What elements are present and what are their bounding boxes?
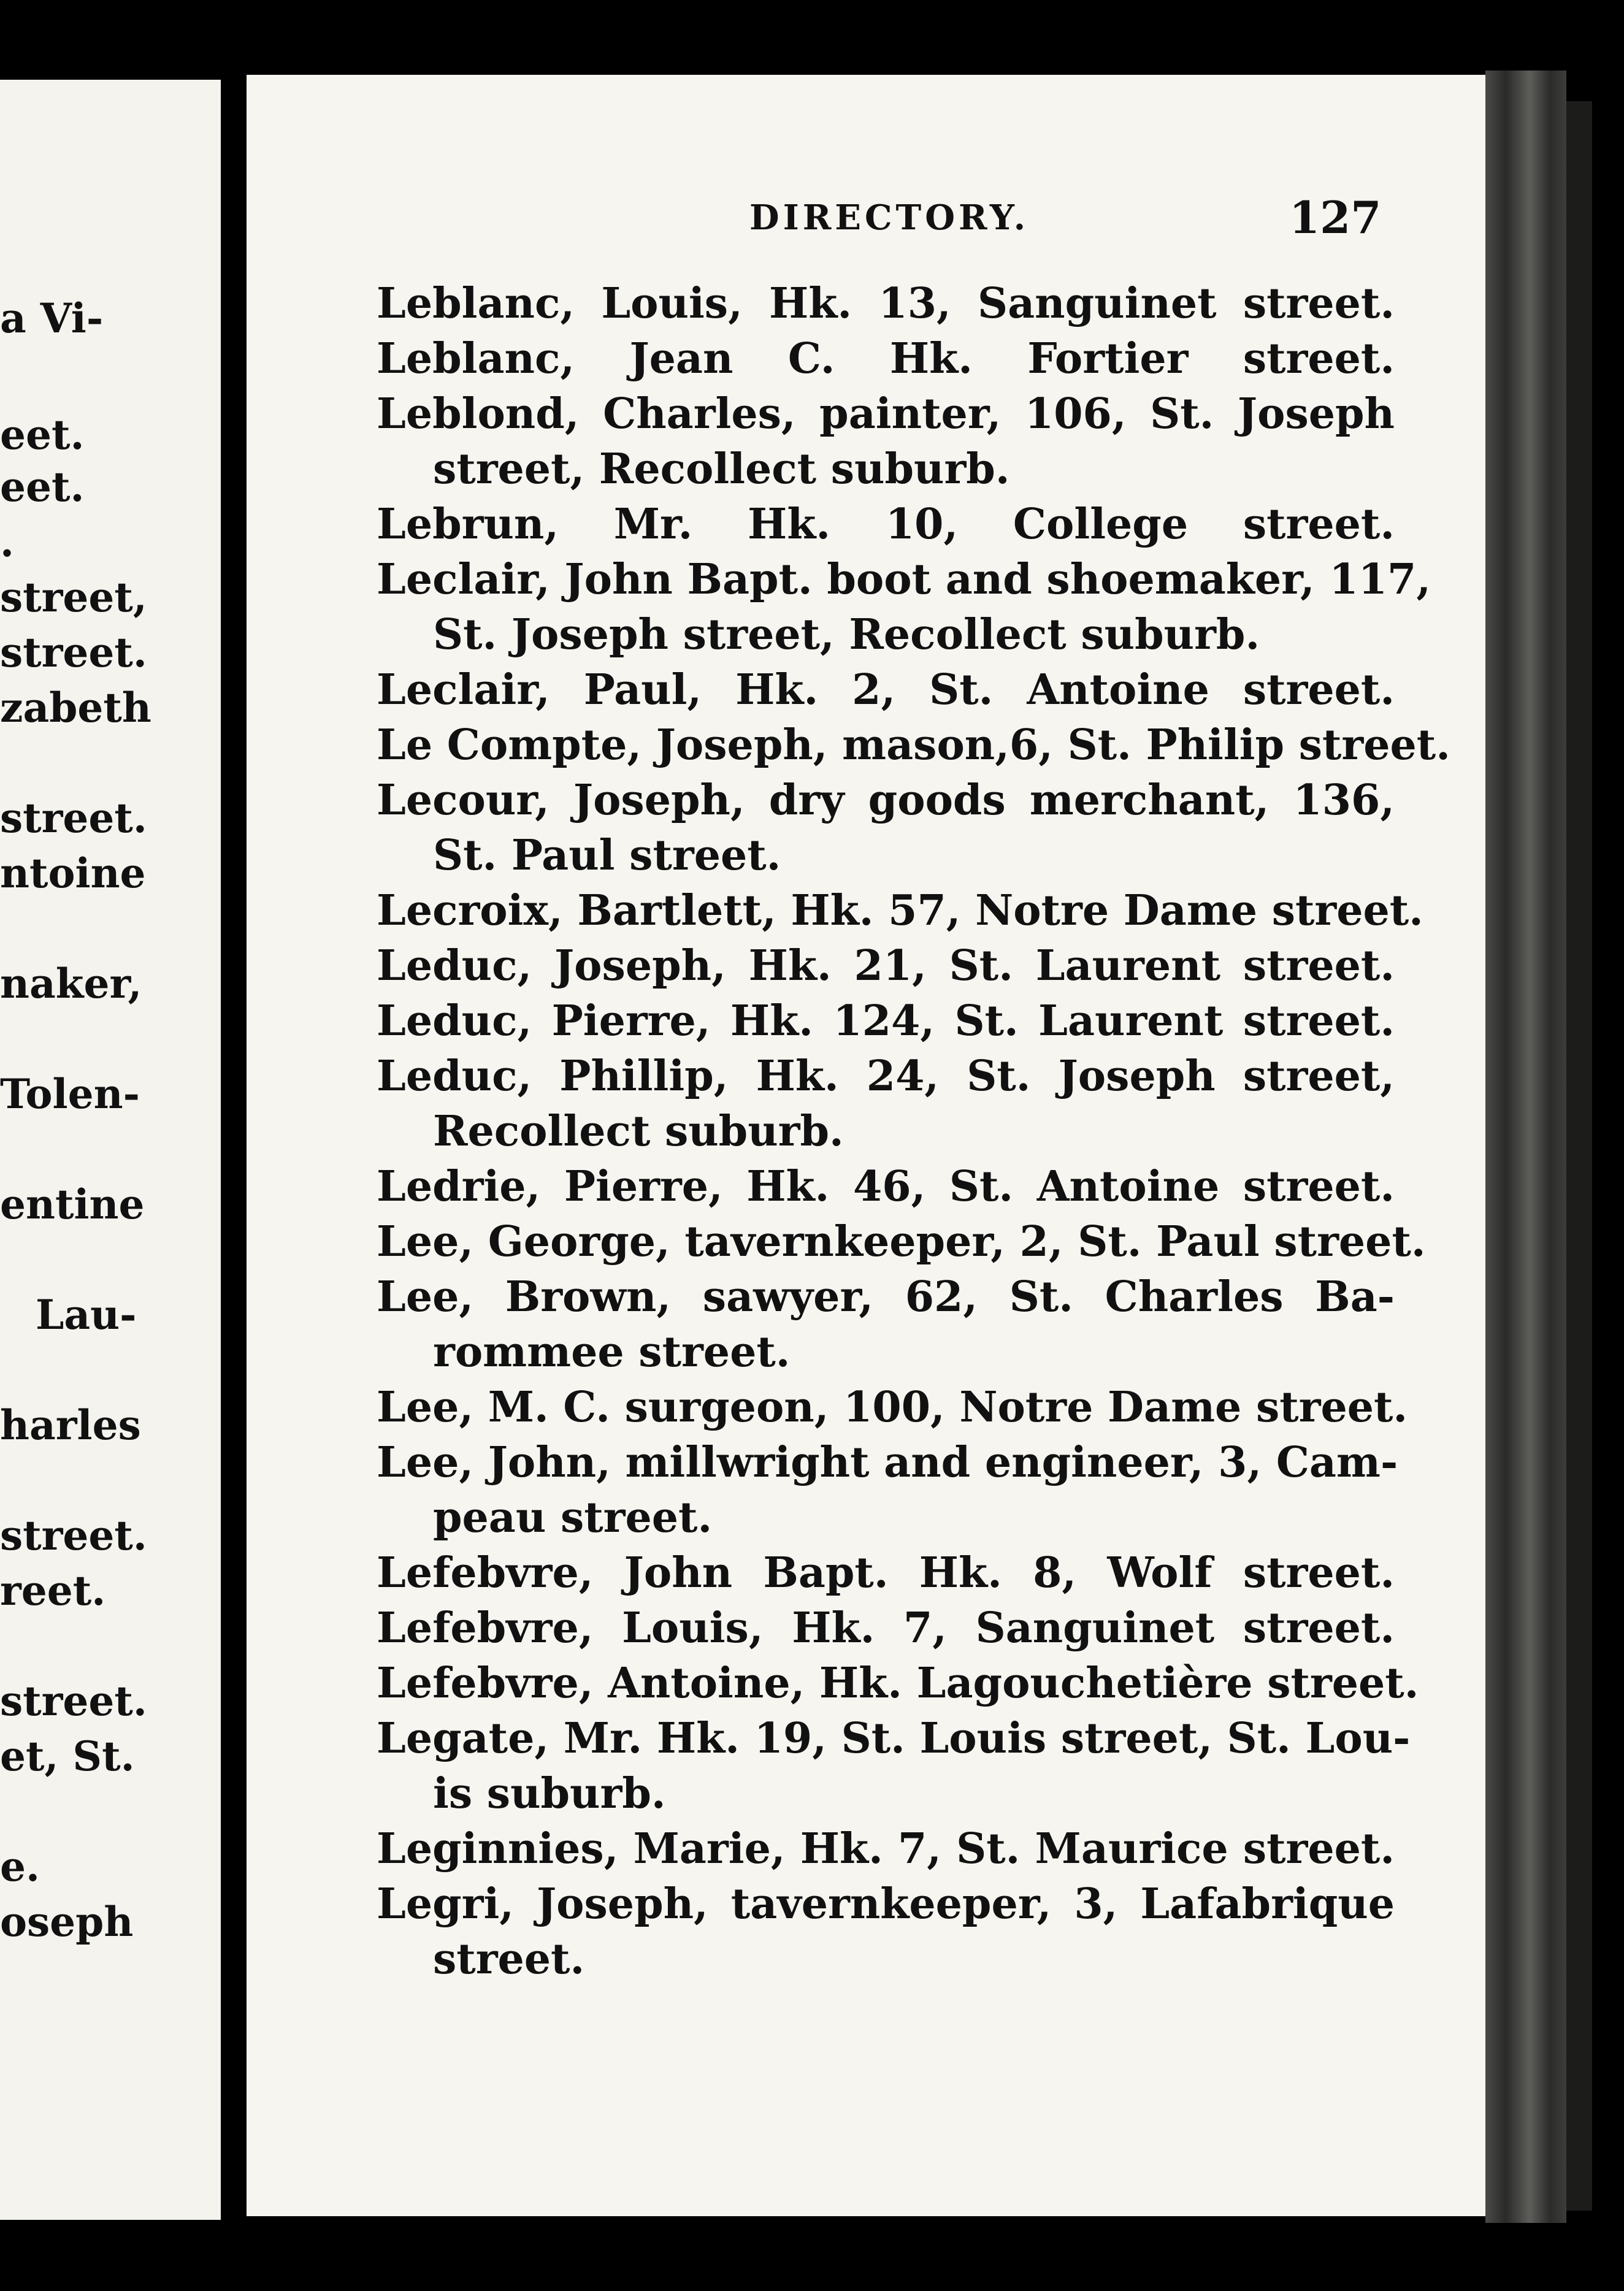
left-page-line: street. [0,794,147,842]
directory-entry: Leduc, Joseph, Hk. 21, St. Laurent street. [377,941,1395,990]
left-page-line: harles [0,1401,141,1449]
directory-entry: Legri, Joseph, tavernkeeper, 3, Lafabrique [377,1880,1395,1929]
left-page-line: naker, [0,960,142,1008]
running-head: DIRECTORY. [749,197,1030,238]
left-page-line: ntoine [0,849,146,897]
directory-entry: Leduc, Phillip, Hk. 24, St. Joseph street, [377,1052,1395,1101]
left-page-line: eet. [0,463,85,511]
directory-entry: Lee, John, millwright and engineer, 3, Cam- [377,1438,1398,1487]
directory-entry: Leblond, Charles, painter, 106, St. Joseph [377,389,1395,438]
left-page-line: zabeth [0,684,151,732]
directory-entry: Lebrun, Mr. Hk. 10, College street. [377,500,1395,549]
book-cover-edge [1566,101,1592,2211]
directory-entry: Leblanc, Louis, Hk. 13, Sanguinet street. [377,279,1395,328]
directory-entry: Lecour, Joseph, dry goods merchant, 136, [377,776,1395,825]
directory-page [247,75,1485,2216]
directory-entry: Lee, M. C. surgeon, 100, Notre Dame street. [377,1383,1408,1432]
page-number: 127 [1289,191,1382,243]
left-page-line: e. [0,1843,40,1891]
directory-entry: Leblanc, Jean C. Hk. Fortier street. [377,334,1395,383]
left-page-line: . [0,518,14,566]
directory-entry: Lefebvre, John Bapt. Hk. 8, Wolf street. [377,1548,1395,1597]
directory-entry: Leduc, Pierre, Hk. 124, St. Laurent street. [377,996,1395,1046]
left-page-line: oseph [0,1898,134,1946]
page-block-edge [1485,71,1566,2223]
directory-entry: Lee, Brown, sawyer, 62, St. Charles Ba- [377,1272,1395,1321]
left-page-line: street. [0,1512,147,1559]
directory-entry-continuation: is suburb. [433,1769,666,1818]
left-page-line: street. [0,1677,147,1725]
directory-entry: Lee, George, tavernkeeper, 2, St. Paul street. [377,1217,1426,1266]
directory-entry-continuation: peau street. [433,1493,713,1542]
directory-entry: Lefebvre, Antoine, Hk. Lagouchetière street. [377,1659,1419,1708]
left-page-line: a Vi- [0,294,104,342]
left-page-line: Lau- [36,1291,137,1339]
book-gutter [221,80,247,2220]
directory-entry: Ledrie, Pierre, Hk. 46, St. Antoine street. [377,1162,1395,1211]
directory-entries [377,276,1450,1987]
directory-entry-continuation: street. [433,1935,585,1984]
directory-entry-continuation: rommee street. [433,1328,791,1377]
left-page-line: eet. [0,411,85,459]
directory-entry-continuation: St. Joseph street, Recollect suburb. [433,610,1260,659]
left-page-line: street. [0,629,147,676]
directory-entry: Leclair, John Bapt. boot and shoemaker, 117, [377,555,1431,604]
directory-entry: Lecroix, Bartlett, Hk. 57, Notre Dame street. [377,886,1423,935]
directory-entry: Lefebvre, Louis, Hk. 7, Sanguinet street. [377,1604,1395,1653]
left-page-line: reet. [0,1567,106,1615]
directory-entry-continuation: St. Paul street. [433,831,781,880]
directory-entry: Le Compte, Joseph, mason,6, St. Philip street. [377,721,1450,770]
directory-entry-continuation: street, Recollect suburb. [433,445,1010,494]
directory-entry: Leginnies, Marie, Hk. 7, St. Maurice street. [377,1824,1395,1873]
left-page-line: entine [0,1180,145,1228]
previous-page-fragment [0,80,221,2220]
left-page-line: Tolen- [0,1070,140,1118]
left-page-line: street, [0,573,147,621]
left-page-line: et, St. [0,1732,135,1780]
directory-entry: Legate, Mr. Hk. 19, St. Louis street, St. Lou- [377,1714,1411,1763]
directory-entry-continuation: Recollect suburb. [433,1107,844,1156]
directory-entry: Leclair, Paul, Hk. 2, St. Antoine street. [377,665,1395,714]
